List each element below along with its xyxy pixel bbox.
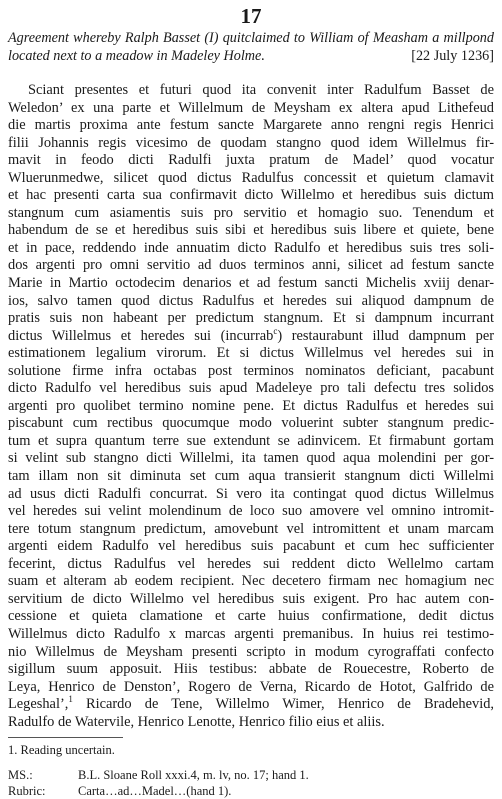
ms-label: MS.: xyxy=(8,768,33,783)
text-line xyxy=(8,591,494,609)
text-line-content: ad usus dicti Radulfi concurrat. Si vero ita contingat quod dictus Willelmus xyxy=(8,485,494,502)
manuscript-info xyxy=(8,768,494,799)
rubric-label: Rubric: xyxy=(8,783,46,798)
text-line-content: nio Willelmus de Meysham presenti scripto in modum cyrograffati confecto xyxy=(8,643,494,660)
footnote: 1. Reading uncertain. xyxy=(8,743,115,758)
text-line xyxy=(8,415,494,433)
text-line xyxy=(8,117,494,135)
text-line-content: servitium de dicto Willelmo vel heredibus suis exigent. Pro hac autem con- xyxy=(8,590,494,607)
text-line xyxy=(8,486,494,504)
text-line xyxy=(8,661,494,679)
text-line xyxy=(8,222,494,240)
text-line-content: cessione et quieta clamatione et carte huius confirmatione, dedit dictus xyxy=(8,608,494,625)
text-line-content: tam illam non sit diminuta set cum aqua transierit stangnum dicti Willelmi xyxy=(8,468,494,485)
text-line-content: mavit in feodo dicti Radulfi juxta pratum de Madel’ quod vocatur xyxy=(8,152,494,169)
summary-text: Agreement whereby Ralph Basset (I) quitclaimed to William of Measham a millpond located next to a meadow in Madeley Holme. xyxy=(8,30,494,64)
text-line-content: filii Johannis regis vicesimo de quodam stangno quod idem Willelmus fir- xyxy=(8,134,494,151)
text-line-content: Wluerunmedwe, silicet quod dictus Radulfus concessit et quietum clamavit xyxy=(8,169,494,186)
text-line xyxy=(8,714,494,732)
text-line xyxy=(8,293,494,311)
text-line xyxy=(8,170,494,188)
text-line xyxy=(8,626,494,644)
text-line-content: tum et supra quantum terre sue extendunt se adinvicem. Et firmabunt gortam xyxy=(8,432,494,449)
text-line xyxy=(8,696,494,714)
text-line-content: Willelmus dicto Radulfo x marcas argenti premanibus. In huius rei testimo- xyxy=(8,625,494,642)
text-line-content: ios, salvo tamen quod dictus Radulfus et heredes sui aliquod dampnum de xyxy=(8,292,494,309)
text-line-content: et hac presenti carta sua confirmavit dicto Willelmo et heredibus suis dictum xyxy=(8,187,494,204)
text-line-content: dos argenti pro omni servitio ad duos terminos anni, silicet ad festum sancte xyxy=(8,257,494,274)
document-date: [22 July 1236] xyxy=(411,48,494,65)
text-line-content: argenti eidem Radulfo vel heredibus suis pacabunt et cum hec sufficienter xyxy=(8,538,494,555)
text-line-content: et in pace, reddendo inde annuatim dicto Radulfo et heredibus suis tres soli- xyxy=(8,239,494,256)
ms-row xyxy=(8,768,494,784)
text-line xyxy=(8,556,494,574)
text-line-content: piscabunt cum rectibus quocumque modo voluerint subter stangnum predic- xyxy=(8,415,494,432)
text-line-content: solutione firme infra octabas post terminos nominatos deficiant, pacabunt xyxy=(8,362,494,379)
document-summary xyxy=(8,30,494,68)
text-line-content: si velint sub stangno dicti Willelmi, ita tamen quod aqua molendini per gor- xyxy=(8,450,494,467)
text-line xyxy=(8,380,494,398)
text-line xyxy=(8,205,494,223)
text-line-content: dictus Willelmus et heredes sui (incurrab xyxy=(8,327,274,344)
text-line xyxy=(8,468,494,486)
text-line-content: argenti pro quolibet termino nomine pene. Et dictus Radulfus et heredes sui xyxy=(8,397,494,414)
text-line-content: dicto Radulfo vel heredibus suis apud Madeleye pro tali defectu tres solidos xyxy=(8,380,494,397)
text-line xyxy=(8,187,494,205)
ms-value: B.L. Sloane Roll xxxi.4, m. lv, no. 17; hand 1. xyxy=(78,768,309,783)
charter-text xyxy=(8,82,494,731)
editorial-superscript: c xyxy=(273,325,278,336)
text-line xyxy=(8,325,494,346)
footnote-rule xyxy=(8,737,123,738)
text-line xyxy=(8,503,494,521)
text-line-content: Marie in Martio octodecim denarios et ad festum sancti Michelis xviij denar- xyxy=(8,275,494,292)
text-line xyxy=(8,573,494,591)
text-line-content: Legeshal’, xyxy=(8,696,69,713)
text-line xyxy=(8,363,494,381)
text-line-content: suam et alteram ab eodem recipient. Nec decetero firmam nec homagium nec xyxy=(8,573,494,590)
text-line xyxy=(8,433,494,451)
text-line xyxy=(8,257,494,275)
rubric-row xyxy=(8,784,494,799)
text-line-content: Sciant presentes et futuri quod ita convenit inter Radulfum Basset de xyxy=(28,82,494,98)
text-line xyxy=(8,310,494,328)
rubric-value: Carta…ad…Madel…(hand 1). xyxy=(78,783,232,798)
text-line xyxy=(8,679,494,697)
text-line xyxy=(8,608,494,626)
text-line xyxy=(8,100,494,118)
text-line-content: pratis suis non habeant per predictum stangnum. Et si dampnum incurrant xyxy=(8,310,494,327)
text-line xyxy=(8,450,494,468)
text-line-content: die martis proxima ante festum sancte Margarete anno rengni regis Henrici xyxy=(8,117,494,134)
text-line xyxy=(8,135,494,153)
text-line xyxy=(8,275,494,293)
text-line xyxy=(8,240,494,258)
text-line-content: tere totum stangnum predictum, amovebunt vel intromittent et unam marcam xyxy=(8,520,494,537)
document-number: 17 xyxy=(240,4,262,28)
text-line xyxy=(8,82,494,100)
text-line-content: stangnum cum asiamentis suis pro servitio et homagio suo. Tenendum et xyxy=(8,204,494,221)
text-line xyxy=(8,345,494,363)
text-line xyxy=(8,521,494,539)
text-line-content: Leya, Henrico de Denston’, Rogero de Verna, Ricardo de Hotot, Galfrido de xyxy=(8,678,494,695)
page-content xyxy=(8,0,494,799)
text-line-content: vel heredes sui velint molendinum de loco suo amovere vel omnino intromit- xyxy=(8,503,494,520)
text-line-tail: ) restaurabunt illud dampnum per xyxy=(277,327,494,344)
text-line xyxy=(8,398,494,416)
text-line-content: habendum de se et heredibus suis sibi et heredibus suis libere et quiete, bene xyxy=(8,222,494,239)
footnote-marker: 1 xyxy=(68,694,73,705)
text-line xyxy=(8,538,494,556)
text-line-content: Radulfo de Watervile, Henrico Lenotte, Henrico filio eius et aliis. xyxy=(8,713,385,730)
text-line xyxy=(8,152,494,170)
text-line-tail: Ricardo de Tene, Willelmo Wimer, Henrico de Bradehevid, xyxy=(72,696,494,713)
text-line-content: estimationem legalium virorum. Et si dictus Willelmus vel heredes sui in xyxy=(8,345,494,362)
text-line-content: sigillum suum apposuit. Hiis testibus: abbate de Rouecestre, Roberto de xyxy=(8,661,494,678)
text-line-content: fecerint, dictus Radulfus vel heredes sui reddent dicto Wellelmo cartam xyxy=(8,555,494,572)
text-line xyxy=(8,644,494,662)
text-line-content: Weledon’ ex una parte et Willelmum de Meysham ex altera apud Lithefeud xyxy=(8,99,494,116)
